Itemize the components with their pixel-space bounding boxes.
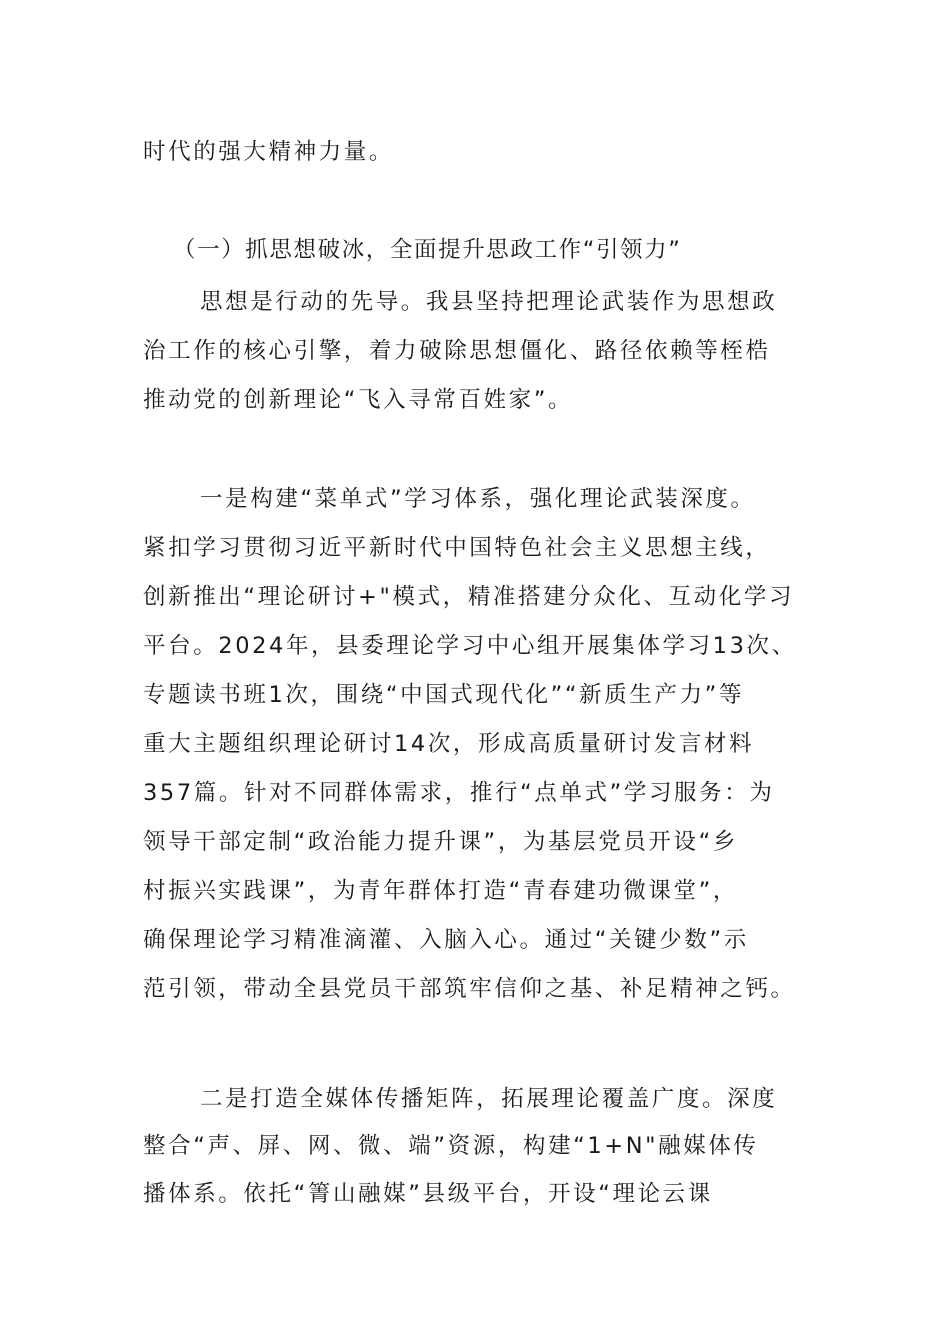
- paragraph-line: 确保理论学习精准滴灌、入脑入心。通过“关键少数”示: [143, 927, 749, 953]
- paragraph-line: 整合“声、屏、网、微、端”资源，构建“1+N"融媒体传: [143, 1133, 759, 1159]
- text-line: 时代的强大精神力量。: [143, 139, 395, 165]
- paragraph-line: 推动党的创新理论“飞入寻常百姓家”。: [143, 387, 574, 413]
- paragraph-line: 思想是行动的先导。我县坚持把理论武装作为思想政: [200, 289, 778, 315]
- paragraph-line: 村振兴实践课”，为青年群体打造“青春建功微课堂”，: [143, 878, 738, 904]
- paragraph-line: 357篇。针对不同群体需求，推行“点单式”学习服务：为: [143, 780, 775, 806]
- paragraph-line: 重大主题组织理论研讨14次，形成高质量研讨发言材料: [143, 731, 755, 757]
- paragraph-line: 平台。2024年，县委理论学习中心组开展集体学习13次、: [143, 633, 797, 659]
- paragraph-line: 紧扣学习贯彻习近平新时代中国特色社会主义思想主线，: [143, 535, 771, 561]
- paragraph-line: 二是打造全媒体传播矩阵，拓展理论覆盖广度。深度: [200, 1086, 778, 1112]
- paragraph-line: 创新推出“理论研讨+"模式，精准搭建分众化、互动化学习: [143, 584, 795, 610]
- paragraph-line: 领导干部定制“政治能力提升课”，为基层党员开设“乡: [143, 829, 738, 855]
- paragraph-line: 一是构建“菜单式”学习体系，强化理论武装深度。: [200, 486, 756, 512]
- paragraph-line: 专题读书班1次，围绕“中国式现代化”“新质生产力”等: [143, 682, 745, 708]
- paragraph-line: 治工作的核心引擎，着力破除思想僵化、路径依赖等桎梏: [143, 338, 771, 364]
- section-heading: （一）抓思想破冰，全面提升思政工作“引领力”: [173, 237, 682, 263]
- paragraph-line: 播体系。依托“箐山融媒”县级平台，开设“理论云课: [143, 1181, 713, 1207]
- paragraph-line: 范引领，带动全县党员干部筑牢信仰之基、补足精神之钙。: [143, 976, 796, 1002]
